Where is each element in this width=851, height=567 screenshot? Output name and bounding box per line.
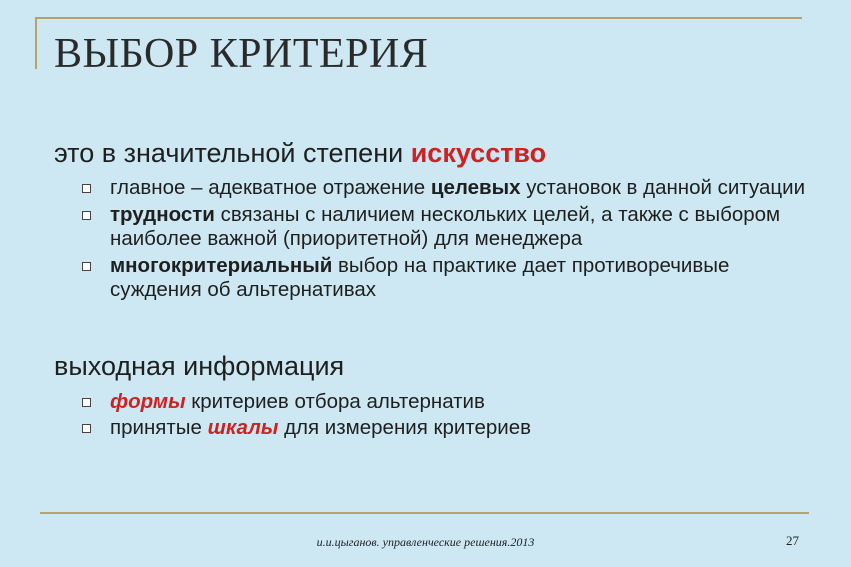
- list-item: [80, 390, 820, 414]
- list-item: [80, 416, 820, 440]
- slide-footer: и.и.цыганов. управленческие решения.2013: [316, 535, 535, 549]
- item-accent-text: шкалы: [207, 416, 279, 439]
- list-item: [80, 176, 820, 200]
- frame-left-line: [35, 17, 37, 69]
- square-bullet-icon: [82, 211, 91, 220]
- section2-heading: выходная информация: [54, 351, 345, 381]
- item-bold-text: трудности: [110, 203, 215, 226]
- item-bold-text: многокритериальный: [110, 254, 333, 277]
- item-accent-text: формы: [110, 390, 186, 413]
- frame-bottom-line: [40, 512, 809, 514]
- section1-heading: [54, 140, 546, 167]
- list-item: [80, 203, 820, 251]
- item-text: выбор на практике дает противоречивые суждения об альтернативах: [110, 254, 730, 301]
- slide-title: ВЫБОР КРИТЕРИЯ: [54, 31, 429, 77]
- section1-accent: искусство: [410, 138, 547, 168]
- square-bullet-icon: [82, 398, 91, 407]
- page-number: 27: [786, 533, 799, 548]
- list-item: [80, 254, 820, 302]
- item-text: установок в данной ситуации: [520, 176, 806, 199]
- item-text: связаны с наличием нескольких целей, а также с выбором наиболее важной (приоритетной) для менеджера: [110, 203, 781, 250]
- frame-top-line: [35, 17, 802, 19]
- item-text: принятые: [110, 416, 208, 439]
- item-text: критериев отбора альтернатив: [185, 390, 485, 413]
- item-text: для измерения критериев: [278, 416, 532, 439]
- item-bold-text: целевых: [430, 176, 521, 199]
- section1-list: [80, 176, 820, 305]
- square-bullet-icon: [82, 262, 91, 271]
- section1-lead: это в значительной степени: [54, 138, 411, 168]
- item-text: главное – адекватное отражение: [110, 176, 431, 199]
- square-bullet-icon: [82, 184, 91, 193]
- square-bullet-icon: [82, 424, 91, 433]
- section2-list: [80, 390, 820, 442]
